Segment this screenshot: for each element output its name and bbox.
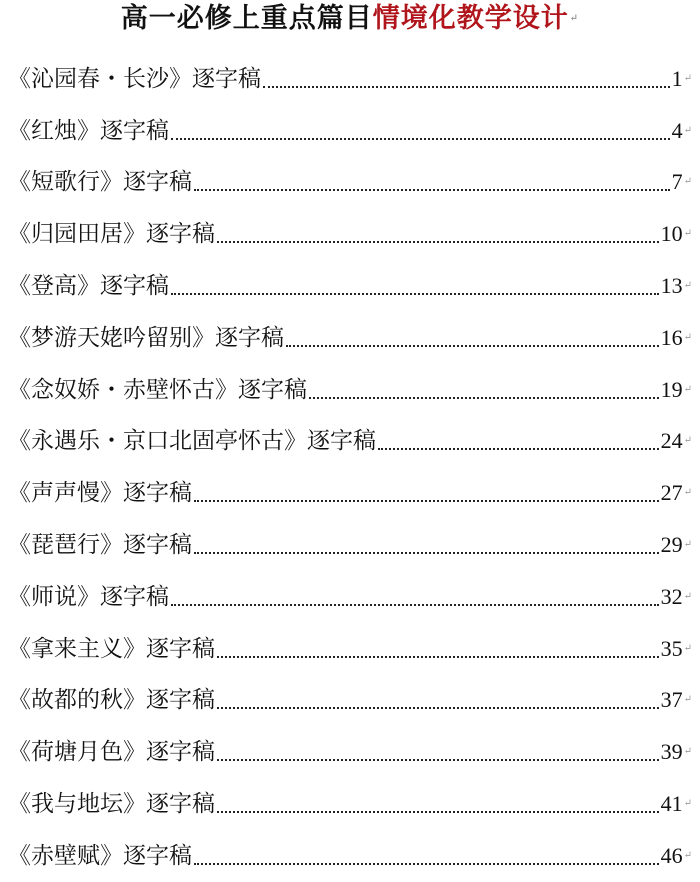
- document-title: [0, 2, 700, 36]
- paragraph-mark-icon: ↵: [683, 849, 692, 861]
- paragraph-mark-icon: ↵: [683, 694, 692, 706]
- paragraph-mark-icon: ↵: [683, 176, 692, 188]
- paragraph-mark-icon: ↵: [683, 280, 692, 292]
- paragraph-mark-icon: ↵: [683, 331, 692, 343]
- toc-entry-title: 《故都的秋》逐字稿: [8, 687, 215, 714]
- dot-leader: [217, 759, 659, 761]
- dot-leader: [309, 397, 659, 399]
- dot-leader: [378, 448, 659, 450]
- paragraph-mark-icon: ↵: [683, 435, 692, 447]
- toc-entry-page-number: 4: [671, 117, 683, 143]
- toc-entry-page-number: 10: [660, 221, 683, 247]
- toc-entry[interactable]: [8, 260, 692, 312]
- toc-entry-title: 《梦游天姥吟留别》逐字稿: [8, 324, 284, 351]
- paragraph-mark-icon: ↵: [683, 642, 692, 654]
- toc-entry-page-number: 32: [660, 583, 683, 609]
- toc-entry[interactable]: [8, 830, 692, 882]
- toc-entry[interactable]: [8, 675, 692, 727]
- paragraph-mark-icon: ↵: [683, 539, 692, 551]
- toc-entry[interactable]: [8, 312, 692, 364]
- dot-leader: [217, 707, 659, 709]
- paragraph-mark-icon: ↵: [683, 383, 692, 395]
- toc-entry-title: 《赤壁赋》逐字稿: [8, 842, 192, 869]
- toc-entry-title: 《声声慢》逐字稿: [8, 480, 192, 507]
- toc-entry-title: 《拿来主义》逐字稿: [8, 635, 215, 662]
- dot-leader: [171, 138, 670, 140]
- toc-entry[interactable]: [8, 105, 692, 157]
- toc-entry-title: 《师说》逐字稿: [8, 583, 169, 610]
- paragraph-mark-icon: ↵: [569, 13, 580, 24]
- toc-entry-page-number: 19: [660, 376, 683, 402]
- dot-leader: [194, 552, 659, 554]
- toc-entry-title: 《永遇乐・京口北固亭怀古》逐字稿: [8, 428, 376, 455]
- title-highlight: 情境化教学设计: [372, 3, 569, 34]
- toc-entry[interactable]: [8, 364, 692, 416]
- toc-entry[interactable]: [8, 623, 692, 675]
- toc-entry-page-number: 35: [660, 635, 683, 661]
- toc-entry-title: 《短歌行》逐字稿: [8, 169, 192, 196]
- toc-entry-page-number: 13: [660, 273, 683, 299]
- title-main: 高一必修上重点篇目: [120, 3, 373, 34]
- toc-entry[interactable]: [8, 726, 692, 778]
- toc-entry-page-number: 37: [660, 687, 683, 713]
- dot-leader: [217, 811, 659, 813]
- toc-entry-title: 《归园田居》逐字稿: [8, 221, 215, 248]
- paragraph-mark-icon: ↵: [683, 746, 692, 758]
- toc-entry-page-number: 41: [660, 791, 683, 817]
- toc-entry-page-number: 46: [660, 842, 683, 868]
- dot-leader: [194, 500, 659, 502]
- toc-entry[interactable]: [8, 519, 692, 571]
- toc-entry-page-number: 27: [660, 480, 683, 506]
- dot-leader: [194, 189, 670, 191]
- paragraph-mark-icon: ↵: [683, 124, 692, 136]
- toc-entry-title: 《荷塘月色》逐字稿: [8, 739, 215, 766]
- toc-entry[interactable]: [8, 208, 692, 260]
- dot-leader: [194, 863, 659, 865]
- toc-entry-page-number: 16: [660, 324, 683, 350]
- toc-entry-page-number: 7: [671, 169, 683, 195]
- toc-entry-page-number: 1: [671, 65, 683, 91]
- toc-entry-title: 《念奴娇・赤壁怀古》逐字稿: [8, 376, 307, 403]
- paragraph-mark-icon: ↵: [683, 228, 692, 240]
- toc-entry[interactable]: [8, 778, 692, 830]
- paragraph-mark-icon: ↵: [683, 487, 692, 499]
- dot-leader: [217, 656, 659, 658]
- dot-leader: [171, 604, 659, 606]
- toc-entry[interactable]: [8, 53, 692, 105]
- toc-entry-page-number: 29: [660, 532, 683, 558]
- dot-leader: [286, 345, 659, 347]
- toc-entry-title: 《沁园春・长沙》逐字稿: [8, 65, 261, 92]
- paragraph-mark-icon: ↵: [683, 798, 692, 810]
- toc-entry-title: 《我与地坛》逐字稿: [8, 791, 215, 818]
- toc-entry[interactable]: [8, 467, 692, 519]
- toc-entry-page-number: 24: [660, 428, 683, 454]
- paragraph-mark-icon: ↵: [683, 590, 692, 602]
- table-of-contents: [8, 53, 692, 882]
- toc-entry[interactable]: [8, 571, 692, 623]
- paragraph-mark-icon: ↵: [683, 72, 692, 84]
- dot-leader: [171, 293, 659, 295]
- toc-entry-title: 《琵琶行》逐字稿: [8, 532, 192, 559]
- toc-entry-title: 《红烛》逐字稿: [8, 117, 169, 144]
- toc-entry[interactable]: [8, 416, 692, 468]
- dot-leader: [217, 241, 659, 243]
- dot-leader: [263, 86, 670, 88]
- toc-entry[interactable]: [8, 157, 692, 209]
- toc-entry-page-number: 39: [660, 739, 683, 765]
- toc-entry-title: 《登高》逐字稿: [8, 273, 169, 300]
